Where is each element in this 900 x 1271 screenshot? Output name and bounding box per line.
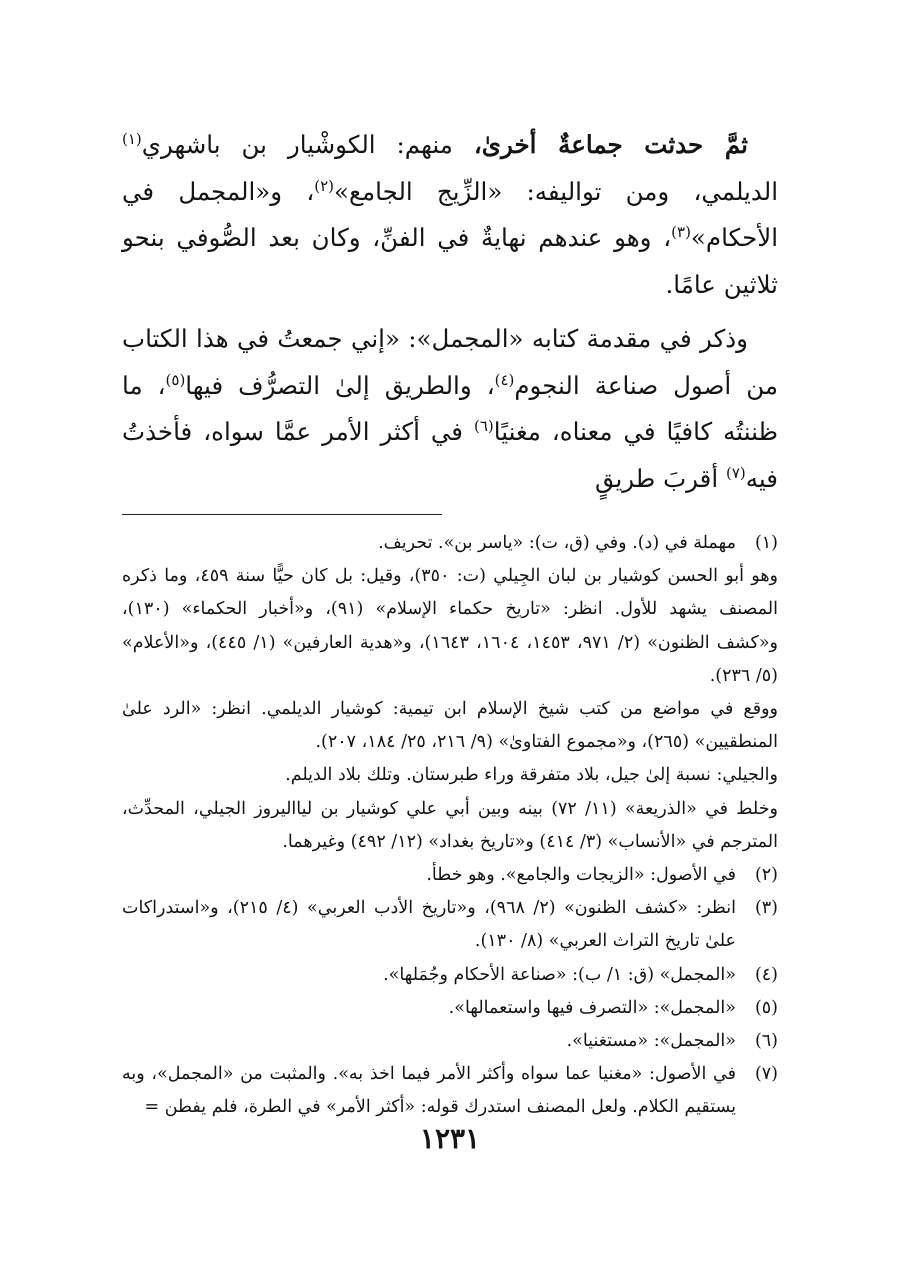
- footnote-body: [122, 859, 736, 892]
- footnote-1-continued: [122, 560, 778, 859]
- footnote-4: [122, 959, 778, 992]
- footnote-number: (٢): [754, 865, 778, 886]
- text-run: ، والطريق إلىٰ التصرُّف فيها: [185, 370, 495, 400]
- footnote-ref[interactable]: (٤): [494, 370, 515, 389]
- footnote-text: والجيلي: نسبة إلىٰ جيل، بلاد متفرقة وراء طبرستان. وتلك بلاد الديلم.: [285, 765, 778, 786]
- footnote-5: [122, 992, 778, 1025]
- footnote-text: في الأصول: «الزيجات والجامع». وهو خطأ.: [426, 865, 736, 886]
- text-run: وذكر في مقدمة كتابه «المجمل»: «إني جمعتُ في هذا الكتاب من أصول صناعة النجوم: [122, 324, 778, 400]
- footnote-number: (٦): [754, 1031, 778, 1052]
- footnote-ref[interactable]: (٣): [671, 223, 691, 241]
- text-run: الديلمي، ومن تواليفه: «الزِّيج الجامع»: [334, 176, 779, 206]
- footnote-7: [122, 1058, 778, 1124]
- footnote-ref[interactable]: (١): [122, 130, 142, 148]
- footnote-ref[interactable]: (٦): [473, 417, 494, 435]
- text-run: ، وهو عندهم نهايةٌ في الفنِّ، وكان بعد الصُّوفي بنحو ثلاثين عامًا.: [122, 223, 778, 299]
- footnote-text: «المجمل»: «مستغنيا».: [566, 1031, 736, 1052]
- footnote-body: [122, 1025, 736, 1058]
- footnote-number: (٥): [754, 997, 778, 1018]
- text-run: ، و«المجمل في الأحكام»: [122, 176, 778, 252]
- footnote-3: [122, 892, 778, 958]
- footnote-text: وخلط في «الذريعة» (١١/ ٧٢) بينه وبين أبي علي كوشيار بن ليااليروز الجيلي، المحدِّث، المترجم في «الأنساب» (٣/ ٤١٤) و«تاريخ بغداد» (١٢/ ٤٩٢) وغيرهما.: [122, 798, 778, 852]
- footnote-divider: [122, 514, 442, 515]
- text-run: ، ما ظننتُه كافيًا في معناه، مغنيًا: [122, 370, 778, 446]
- page-number: ١٢٣١: [419, 1122, 481, 1155]
- main-paragraph-2: [122, 316, 778, 502]
- footnote-body: [122, 527, 736, 560]
- footnote-body: [122, 959, 736, 992]
- footnote-text: «المجمل»: «التصرف فيها واستعمالها».: [448, 997, 736, 1018]
- footnote-body: [122, 892, 736, 958]
- footnote-2: [122, 859, 778, 892]
- footnote-ref[interactable]: (٧): [725, 463, 746, 482]
- footnote-text: انظر: «كشف الظنون» (٢/ ٩٦٨)، و«تاريخ الأدب العربي» (٤/ ٢١٥)، و«استدراكات علىٰ تاريخ التراث العربي» (٨/ ١٣٠).: [122, 898, 736, 952]
- footnote-body: [122, 560, 778, 859]
- footnote-text: مهملة في (د). وفي (ق، ت): «ياسر بن». تحريف.: [378, 533, 736, 553]
- footnote-6: [122, 1025, 778, 1058]
- main-text: [122, 122, 778, 502]
- footnote-body: [122, 1058, 736, 1124]
- footnote-text: «المجمل» (ق: ١/ ب): «صناعة الأحكام وجُمَلها».: [383, 964, 736, 985]
- footnote-body: [122, 992, 736, 1025]
- footnote-text: وهو أبو الحسن كوشيار بن لبان الجِيلي (ت: ٣٥٠)، وقيل: بل كان حيًّا سنة ٤٥٩، وما ذكره المصنف يشهد للأول. انظر: «تاريخ حكماء الإسلام» (٩١)، و«أخبار الحكماء» (١٣٠)، و«كشف الظنون» (٢/ ٩٧١، ١٤٥٣، ١٦٠٤، ١٦٤٣)، و«هدية العارفين» (١/ ٤٤٥)، و«الأعلام» (٥/ ٢٣٦).: [122, 566, 779, 686]
- footnotes: [122, 527, 778, 1125]
- paragraph-lead: ثمَّ حدثت جماعةٌ أخرىٰ،: [473, 130, 748, 159]
- text-run: في أكثر الأمر عمَّا سواه، فأخذتُ فيه: [122, 417, 778, 493]
- text-run: أقربَ طريقٍ: [595, 463, 726, 493]
- main-paragraph-1: [122, 122, 778, 308]
- footnote-number: (٤): [754, 964, 778, 985]
- footnote-ref[interactable]: (٥): [165, 370, 186, 389]
- footnote-number: (١): [754, 533, 778, 553]
- footnote-number: (٣): [754, 898, 778, 919]
- footnote-text: ووقع في مواضع من كتب شيخ الإسلام ابن تيمية: كوشيار الديلمي. انظر: «الرد علىٰ المنطقيين» (٢٦٥)، و«مجموع الفتاوىٰ» (٩/ ٢١٦، ٢٥/ ١٨٤، ٢٠٧).: [122, 699, 778, 753]
- footnote-ref[interactable]: (٢): [314, 176, 335, 195]
- footnote-text: في الأصول: «مغنيا عما سواه وأكثر الأمر فيما اخذ به». والمثبت من «المجمل»، وبه يستقيم الكلام. ولعل المصنف استدرك قوله: «أكثر الأمر» في الطرة، فلم يفطن =: [122, 1064, 736, 1118]
- footnote-1: [122, 527, 778, 560]
- text-run: منهم: الكوشْيار بن باشهري: [141, 130, 474, 159]
- footnote-number: (٧): [754, 1064, 778, 1085]
